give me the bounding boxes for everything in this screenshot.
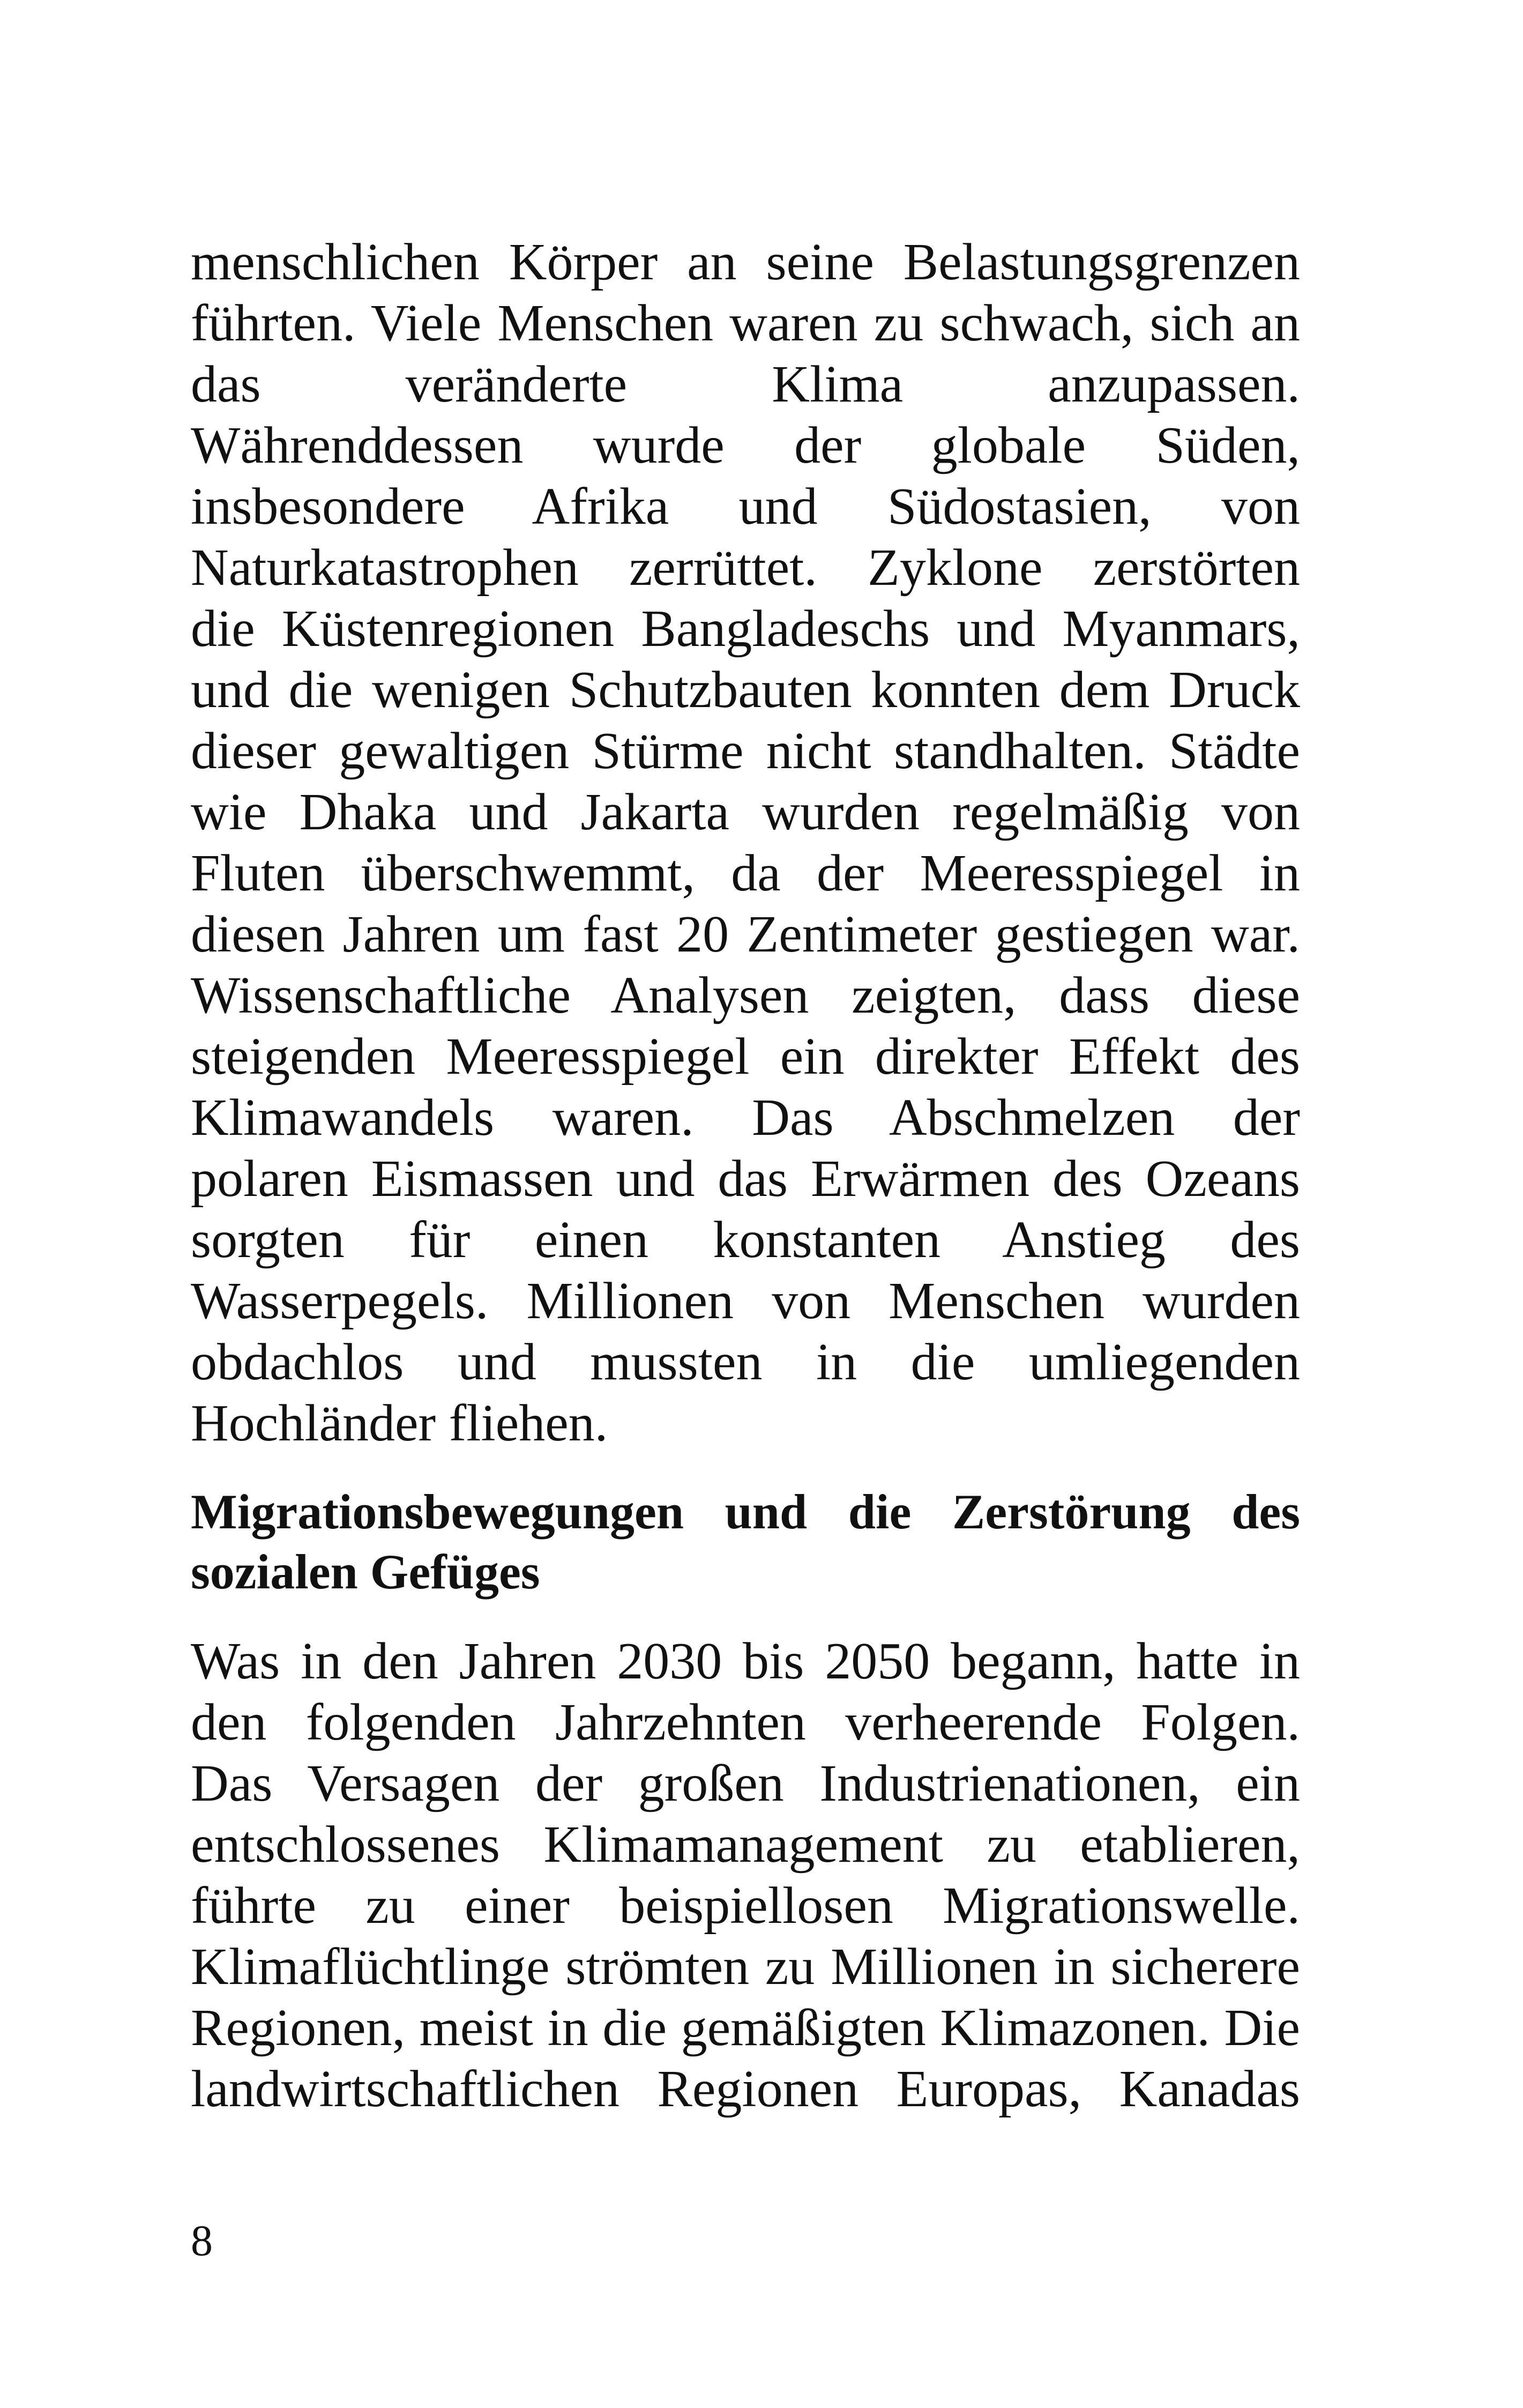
paragraph-1: [191, 232, 1300, 1454]
text-line: Währenddessen wurde der globale Süden,: [191, 417, 1300, 474]
text-line: Hochländer fliehen.: [191, 1394, 608, 1452]
page-number: 8: [191, 2216, 213, 2265]
page-body: [191, 232, 1300, 2120]
text-line: Was in den Jahren 2030 bis 2050 begann, hatte in: [191, 1632, 1300, 1690]
section-heading: [191, 1482, 1300, 1602]
text-line: Regionen, meist in die gemäßigten Klimazonen. Die: [191, 1999, 1300, 2057]
text-line: Naturkatastrophen zerrüttet. Zyklone zerstörten: [191, 539, 1300, 597]
text-line: führten. Viele Menschen waren zu schwach, sich an: [191, 294, 1300, 352]
paragraph-2: [191, 1631, 1300, 2120]
text-line: das veränderte Klima anzupassen.: [191, 355, 1300, 413]
text-line: wie Dhaka und Jakarta wurden regelmäßig von: [191, 783, 1300, 841]
text-line: polaren Eismassen und das Erwärmen des Ozeans: [191, 1150, 1300, 1208]
text-line: Wasserpegels. Millionen von Menschen wurden: [191, 1272, 1300, 1330]
text-line: die Küstenregionen Bangladeschs und Myanmars,: [191, 600, 1300, 658]
text-line: steigenden Meeresspiegel ein direkter Effekt des: [191, 1028, 1300, 1086]
text-line: Fluten überschwemmt, da der Meeresspiegel in: [191, 844, 1300, 902]
text-line: führte zu einer beispiellosen Migrationswelle.: [191, 1877, 1300, 1935]
heading-line: sozialen Gefüges: [191, 1544, 540, 1599]
text-line: Klimawandels waren. Das Abschmelzen der: [191, 1089, 1300, 1147]
text-line: sorgten für einen konstanten Anstieg des: [191, 1211, 1300, 1269]
text-line: insbesondere Afrika und Südostasien, von: [191, 478, 1300, 536]
text-line: diesen Jahren um fast 20 Zentimeter gestiegen war.: [191, 905, 1300, 963]
heading-line: Migrationsbewegungen und die Zerstörung des: [191, 1484, 1300, 1539]
text-line: und die wenigen Schutzbauten konnten dem Druck: [191, 661, 1300, 719]
text-line: Das Versagen der großen Industrienationen, ein: [191, 1755, 1300, 1812]
text-line: obdachlos und mussten in die umliegenden: [191, 1333, 1300, 1391]
text-line: dieser gewaltigen Stürme nicht standhalten. Städte: [191, 722, 1300, 780]
text-line: entschlossenes Klimamanagement zu etablieren,: [191, 1816, 1300, 1874]
text-line: Wissenschaftliche Analysen zeigten, dass diese: [191, 967, 1300, 1024]
text-line: menschlichen Körper an seine Belastungsgrenzen: [191, 233, 1300, 291]
text-line: landwirtschaftlichen Regionen Europas, Kanadas: [191, 2060, 1300, 2118]
text-line: den folgenden Jahrzehnten verheerende Folgen.: [191, 1693, 1300, 1751]
text-line: Klimaflüchtlinge strömten zu Millionen in sicherere: [191, 1938, 1300, 1996]
